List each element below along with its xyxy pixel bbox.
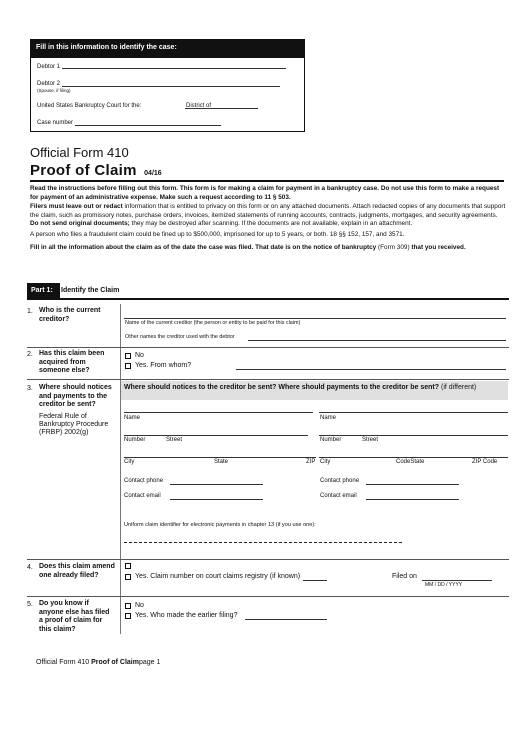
uci-label: Uniform claim identifier for electronic payments in chapter 13 (if you use one): <box>124 522 316 528</box>
court-label: United States Bankruptcy Court for the: <box>37 103 142 109</box>
debtor1-label: Debtor 1 <box>37 64 61 70</box>
q4-question: Does this claim amend one already filed? <box>39 563 115 579</box>
state-field[interactable] <box>215 108 258 109</box>
payment-phone-label: Contact phone <box>320 478 360 484</box>
notice-name-field[interactable] <box>124 412 313 413</box>
payment-phone-field[interactable] <box>366 484 459 485</box>
notice-email-label: Contact email <box>124 493 161 499</box>
district-of-label: District of <box>186 103 212 109</box>
debtor1-field[interactable] <box>62 68 286 69</box>
part1-label: Part 1: <box>31 287 53 294</box>
notice-state-label: State <box>214 459 229 465</box>
notice-zip-label: ZIP <box>306 459 316 465</box>
notice-city-field[interactable] <box>124 457 316 458</box>
payment-street-field[interactable] <box>319 435 508 436</box>
other-names-field[interactable] <box>248 340 506 341</box>
notice-street-label: Street <box>166 437 183 443</box>
q4-claim-number-field[interactable] <box>303 580 327 581</box>
instructions-block <box>30 185 506 252</box>
q2-no-label: No <box>135 352 144 359</box>
case-number-label: Case number <box>37 120 74 126</box>
q2-yes-checkbox[interactable] <box>125 363 131 369</box>
payment-city-field[interactable] <box>319 457 508 458</box>
q4-filed-on-label: Filed on <box>392 573 417 580</box>
instruction-intro: Read the instructions before filling out this form. This form is for making a claim for payment in a bankruptcy case. Do not use this form to make a request for payment of an administrative expense. Make such a request according to 11 § 503. <box>30 185 500 201</box>
q2-from-whom-field[interactable] <box>236 369 506 370</box>
redact-tail: they may be destroyed after scanning. If the documents are not available, explain in an attachment. <box>129 220 413 228</box>
notice-street-field[interactable] <box>124 435 308 436</box>
q1-number: 1. <box>27 308 33 315</box>
payment-number-label: Number <box>320 437 342 443</box>
payment-street-label: Street <box>362 437 379 443</box>
q2-number: 2. <box>27 351 33 358</box>
debtor2-field[interactable] <box>62 86 280 87</box>
uci-field[interactable] <box>124 542 402 543</box>
notice-city-label: City <box>124 459 135 465</box>
q3-header-tail: (if different) <box>439 384 477 391</box>
redact-body: information that is entitled to privacy on this form or on any attached documents. Attach redacted copies of any documents that support the claim, such as promissory notes, purchase orders, invoices, itemized statements of running accounts, contracts, judgments, mortgages, and security agreements. <box>30 203 506 219</box>
official-form-number: Official Form 410 <box>30 145 129 160</box>
footer-page: page 1 <box>138 659 161 666</box>
instruction-redact <box>30 203 506 229</box>
redact-lead: Filers must leave out or redact <box>30 203 123 211</box>
payment-state-label: CodeState <box>396 459 425 465</box>
q4-divider <box>27 596 509 597</box>
form-title-text: Proof of Claim <box>30 162 137 179</box>
form-title <box>30 162 162 180</box>
q5-earlier-filing-field[interactable] <box>245 619 327 620</box>
q2-yes-label: Yes. From whom? <box>135 362 192 369</box>
q4-date-field[interactable] <box>422 580 492 581</box>
notice-email-field[interactable] <box>170 499 263 500</box>
payment-name-label: Name <box>320 415 337 421</box>
payment-email-field[interactable] <box>366 499 459 500</box>
payment-city-label: City <box>320 459 331 465</box>
notice-name-label: Name <box>124 415 141 421</box>
q4-yes-label: Yes. Claim number on court claims registry (if known) <box>135 573 301 580</box>
q1-divider <box>27 347 509 348</box>
q3-divider <box>27 559 509 560</box>
q3-header-text: Where should notices to the creditor be sent? Where should payments to the creditor be sent? <box>124 384 440 391</box>
q5-question: Do you know if anyone else has filed a proof of claim for this claim? <box>39 600 110 633</box>
debtor2-label: Debtor 2 <box>37 81 61 87</box>
form309: (Form 309) <box>376 243 410 251</box>
q5-no-checkbox[interactable] <box>125 603 131 609</box>
q3-question: Where should notices and payments to the creditor be sent? <box>39 384 112 408</box>
q2-question: Has this claim been acquired from someone else? <box>39 350 105 374</box>
notice-phone-label: Contact phone <box>124 478 164 484</box>
q3-header <box>124 384 504 392</box>
fill-all-instruction <box>30 244 506 253</box>
notice-number-label: Number <box>124 437 146 443</box>
payment-name-field[interactable] <box>319 412 508 413</box>
q4-yes-checkbox[interactable] <box>125 574 131 580</box>
other-names-label: Other names the creditor used with the debtor <box>125 334 235 340</box>
creditor-name-hint: Name of the current creditor (the person or entity to be paid for this claim) <box>125 320 301 326</box>
question-column-divider <box>120 304 121 634</box>
spouse-note: (Spouse, if filing) <box>37 88 71 93</box>
originals-warning: Do not send original documents; <box>30 220 130 228</box>
footer-title: Proof of Claim <box>91 659 139 666</box>
part1-rule <box>27 298 509 300</box>
q5-number: 5. <box>27 601 33 608</box>
q2-no-checkbox[interactable] <box>125 353 131 359</box>
q3-number: 3. <box>27 385 33 392</box>
footer <box>36 659 160 666</box>
q4-no-checkbox[interactable] <box>125 563 131 569</box>
q1-question: Who is the current creditor? <box>39 307 101 323</box>
form-version: 04/16 <box>144 170 162 177</box>
fill-all-lead: Fill in all the information about the claim as of the date the case was filed. That date is on the notice of bankruptcy <box>30 243 377 251</box>
q5-yes-checkbox[interactable] <box>125 613 131 619</box>
payment-email-label: Contact email <box>320 493 357 499</box>
case-number-field[interactable] <box>75 125 221 126</box>
case-info-header-text: Fill in this information to identify the case: <box>36 44 177 51</box>
creditor-name-field[interactable] <box>124 318 506 319</box>
q3-rule-reference: Federal Rule of Bankruptcy Procedure (FRBP) 2002(g) <box>39 413 109 436</box>
payment-zip-label: ZIP Code <box>472 459 498 465</box>
title-rule <box>30 180 504 182</box>
fraud-warning: A person who files a fraudulent claim could be fined up to $500,000, imprisoned for up to 5 years, or both. 18 §§ 152, 157, and 3571. <box>30 230 405 238</box>
footer-form: Official Form 410 <box>36 659 90 666</box>
q4-number: 4. <box>27 564 33 571</box>
q5-yes-label: Yes. Who made the earlier filing? <box>135 612 238 619</box>
part1-title: Identify the Claim <box>61 287 120 294</box>
q4-date-hint: MM / DD / YYYY <box>425 582 463 588</box>
q2-divider <box>27 379 509 380</box>
fill-all-end: that you received. <box>409 243 466 251</box>
notice-phone-field[interactable] <box>170 484 263 485</box>
q5-no-label: No <box>135 602 144 609</box>
